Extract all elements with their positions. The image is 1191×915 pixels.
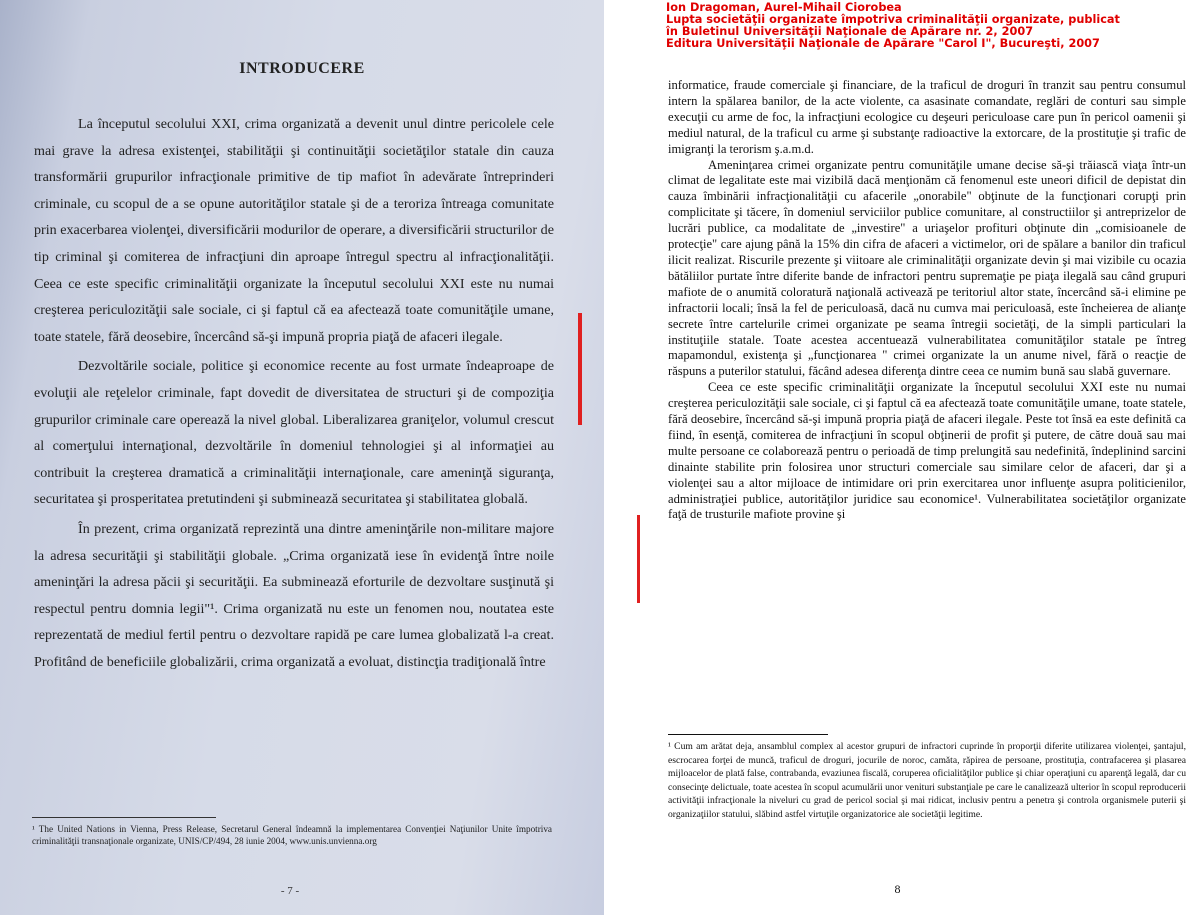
right-page-body	[668, 78, 1186, 523]
citation-authors: Ion Dragoman, Aurel-Mihail Ciorobea	[666, 1, 902, 14]
left-page-body	[34, 111, 554, 675]
citation-title: Lupta societăţii organizate împotriva criminalităţii organizate, publicat	[666, 13, 1120, 26]
citation-publisher: Editura Universităţii Naţionale de Apărare "Carol I", Bucureşti, 2007	[666, 37, 1100, 50]
left-footnote: ¹ The United Nations in Vienna, Press Release, Secretarul General îndeamnă la implementarea Convenţiei Naţiunilor Unite împotriva criminalităţii transnaţionale organizate, UNIS/CP/494, 28 iunie 2004, www.unis.unvienna.org	[32, 824, 552, 846]
right-footnote-rule	[668, 734, 828, 735]
right-page-scan	[604, 0, 1191, 915]
right-footnote: ¹ Cum am arătat deja, ansamblul complex al acestor grupuri de infractori cuprinde în proporţii diferite utilizarea violenţei, şantajul, escrocarea forţei de muncă, traficul de droguri, jocurile de noroc, camăta, răpirea de persoane, prostituţia, contrafacerea şi plasarea mijloacelor de plată false, contrabanda, evaziunea fiscală, coruperea oficialităţilor publice şi chiar operaţiuni cu aparenţă legală, dar cu consecinţe delictuale, toate acestea în scopul acumulării unor venituri substanţiale pe care le canalizează ulterior în scopul reproducerii activităţii infracţionale la niveluri cu grad de pericol social şi mai ridicat, inclusiv pentru a penetra şi controla organismele puterii şi organizaţiilor statului, slăbind astfel virtuţile organizatorice ale societăţii legitime.	[668, 741, 1186, 820]
left-paragraph: În prezent, crima organizată reprezintă una dintre ameninţările non-militare majore la adresa securităţii şi stabilităţii globale. „Crima organizată iese în evidenţă între noile ameninţări la adresa păcii şi securităţii. Ea subminează eforturile de dezvoltare susţinută şi respectul pentru domnia legii"¹. Crima organizată nu este un fenomen nou, noutatea este reprezentată de mediul fertil pentru o dezvoltare rapidă pe care lumea globalizată l-a creat. Profitând de beneficiile globalizării, crima organizată a evoluat, distincţia tradiţională între	[34, 520, 554, 670]
left-footnote-rule	[32, 817, 216, 818]
left-paragraph: La începutul secolului XXI, crima organizată a devenit unul dintre pericolele cele mai grave la adresa existenţei, stabilităţii şi continuităţii societăţilor statale din cauza transformării grupurilor infracţionale primitive de tip mafiot în adevărate întreprinderi criminale, cu scopul de a se opune autorităţilor statale şi de a teroriza întreaga comunitate prin exacerbarea violenţei, diversificării modurilor de operare, a diversificării structurilor de tip criminal şi comiterea de infracţiuni din aproape întregul spectru al infracţionalităţii. Ceea ce este specific criminalităţii organizate la începutul secolului XXI este nu numai creşterea periculozităţii sale sociale, ci şi faptul că ea afectează toate comunităţile umane, toate statele, fără deosebire, încercând să-şi impună propria piaţă de afaceri ilegale.	[34, 116, 554, 345]
citation-header	[666, 2, 1186, 50]
left-paragraph: Dezvoltările sociale, politice şi economice recente au fost urmate îndeaproape de evoluţii ale reţelelor criminale, fapt dovedit de diversitatea de structuri şi de compoziţia grupurilor criminale care operează la nivel global. Liberalizarea graniţelor, volumul crescut al comerţului internaţional, dezvoltările în domeniul tehnologiei şi al informaţiei au contribuit la creşterea dramatică a criminalităţii internaţionale, care ameninţă siguranţa, securitatea şi prosperitatea pretutindeni şi subminează securitatea şi stabilitatea globală.	[34, 358, 554, 508]
right-paragraph: Ameninţarea crimei organizate pentru comunităţile umane decise să-şi trăiască viaţa într-un climat de legalitate este mai vizibilă dacă menţionăm că fenomenul este uneori dificil de depistat din cauza îmbinării infracţionalităţii cu afacerile „onorabile" obţinute de la funcţionari corupţi prin complicitate şi tăcere, în domeniul serviciilor publice comunitare, al constructiilor şi antreprizelor de lucrări publice, ca modalitate de „investire" a uriaşelor profituri obţinute din „comisioanele de protecţie" care ajung până la 15% din cifra de afaceri a victimelor, ori de spălare a banilor din traficul ilicit realizat. Riscurile prezente şi viitoare ale criminalităţii organizate devin şi mai vizibile cu ocazia bătăliilor purtate între diferite bande de infractori pentru supremaţie pe piaţa ilegală sau când grupuri mafiote de o anumită coloratură naţională activează pe teritoriul altor state, încercând să-i elimine pe infractorii locali; însă la fel de periculoasă, dacă nu cumva mai periculoasă, este încheierea de alianţe secrete între cartelurile crimei organizate pe seama întregii societăţi, de la simpli particulari la instituţiile statale. Toate acestea accentuează vulnerabilitatea comunităţilor statale pe întreg mapamondul, existenţa şi „funcţionarea " crimei organizate la un anume nivel, fără o reacţie de răspuns a puterilor statului, făcând adesea diferenţa dintre ceea ce numim bună sau slabă guvernare.	[668, 157, 1186, 379]
right-page-number: 8	[894, 882, 901, 896]
chapter-title: INTRODUCERE	[239, 60, 365, 77]
left-page-number: - 7 -	[280, 885, 300, 897]
highlight-marker-left	[578, 313, 582, 425]
citation-journal: în Buletinul Universităţii Naţionale de Apărare nr. 2, 2007	[666, 25, 1034, 38]
right-paragraph: Ceea ce este specific criminalităţii organizate la începutul secolului XXI este nu numai creşterea periculozităţii sale sociale, ci şi faptul că ea afectează toate comunităţile umane, toate statele, fără deosebire, încercând să-şi impună propria piaţă de afaceri ilegale. Peste tot însă ea este definită ca fiind, în esenţă, comiterea de infracţiuni în scopul obţinerii de profit şi putere, de către două sau mai multe persoane ce colaborează pentru o perioadă de timp prelungită sau nedefinită, îndeplinind sarcini dinainte stabilite prin folosirea unor structuri comerciale sau similare celor de afaceri, dar şi a violenţei sau a altor mijloace de intimidare ori prin exercitarea unor influenţe asupra politicienilor, administraţiei publice, autorităţilor juridice sau economice¹. Vulnerabilitatea societăţilor organizate faţă de trusturile mafiote provine şi	[668, 380, 1186, 522]
highlight-marker-right	[637, 515, 640, 603]
right-paragraph: informatice, fraude comerciale şi financiare, de la traficul de droguri în tranzit sau pentru consumul intern la spălarea banilor, de la acte violente, ca asasinate comandate, reglări de conturi sau simple execuţii cu arme de foc, la infracţiuni ecologice cu deşeuri periculoase care pun în pericol oamenii şi mediul natural, de la traficul cu arme şi substanţe radioactive la extorcare, de la prostituţie şi trafic de imigranţi la terorism ş.a.m.d.	[668, 78, 1186, 156]
